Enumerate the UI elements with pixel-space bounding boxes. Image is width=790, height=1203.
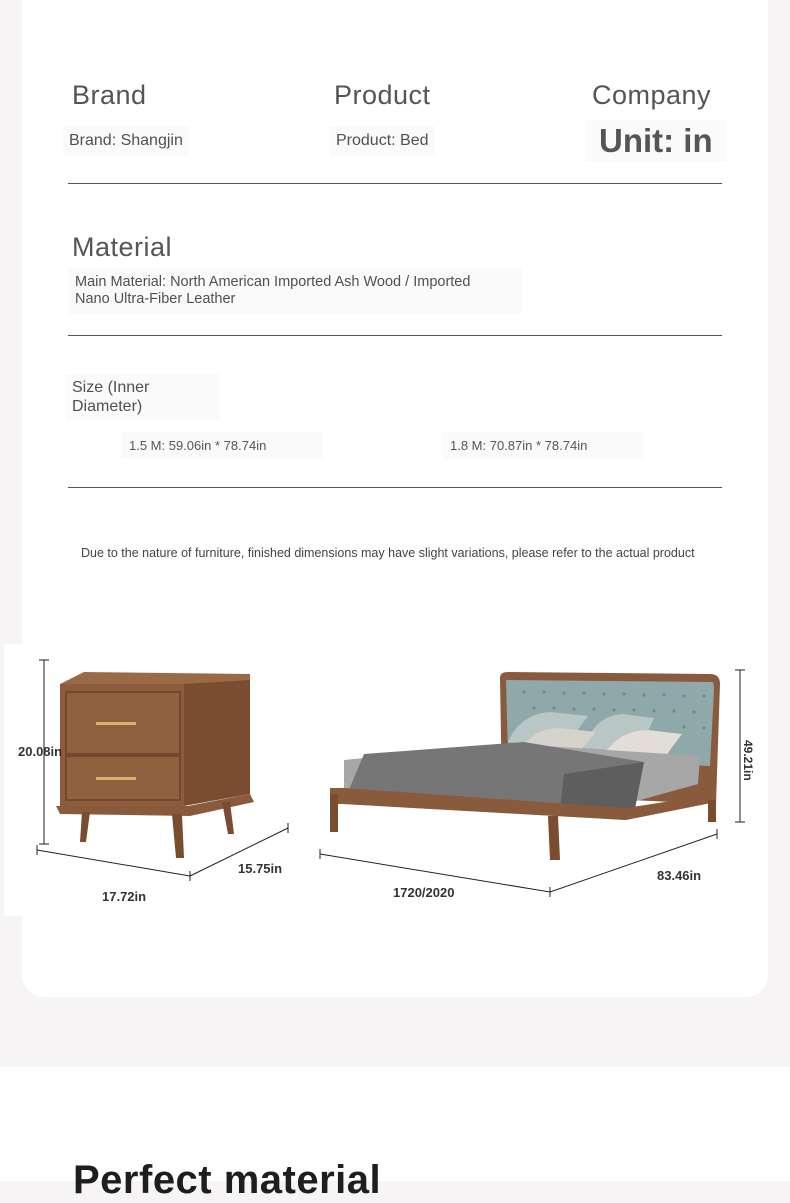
product-value: Product: Bed (330, 126, 435, 156)
material-value-line2: Nano Ultra-Fiber Leather (75, 291, 236, 307)
unit-value: Unit: in (586, 120, 726, 162)
size-heading-line1: Size (Inner (72, 379, 150, 396)
company-heading: Company (592, 80, 712, 110)
section-title: Perfect material (73, 1158, 382, 1202)
bed-height-label: 49.21in (741, 740, 755, 781)
size-option-1-5m: 1.5 M: 59.06in * 78.74in (121, 432, 323, 459)
bed-width-label: 1720/2020 (393, 885, 455, 900)
material-heading: Material (72, 232, 173, 262)
material-value-line1: Main Material: North American Imported Ash Wood / Imported (75, 274, 471, 290)
brand-value: Brand: Shangjin (63, 126, 189, 156)
product-heading: Product (334, 80, 431, 110)
divider (68, 487, 722, 488)
size-heading (66, 374, 220, 420)
nightstand-height-label: 20.08in (18, 744, 63, 759)
divider (68, 335, 722, 336)
dimension-note: Due to the nature of furniture, finished dimensions may have slight variations, please refer to the actual product (81, 546, 695, 560)
nightstand-depth-label: 15.75in (238, 861, 283, 876)
material-value (68, 268, 522, 314)
size-heading-line2: Diameter) (72, 398, 143, 415)
bed-length-label: 83.46in (657, 868, 702, 883)
size-option-1-8m: 1.8 M: 70.87in * 78.74in (442, 432, 644, 459)
divider (68, 183, 722, 184)
product-dimension-illustration (4, 644, 764, 916)
brand-heading: Brand (72, 80, 147, 110)
nightstand-width-label: 17.72in (102, 889, 147, 904)
